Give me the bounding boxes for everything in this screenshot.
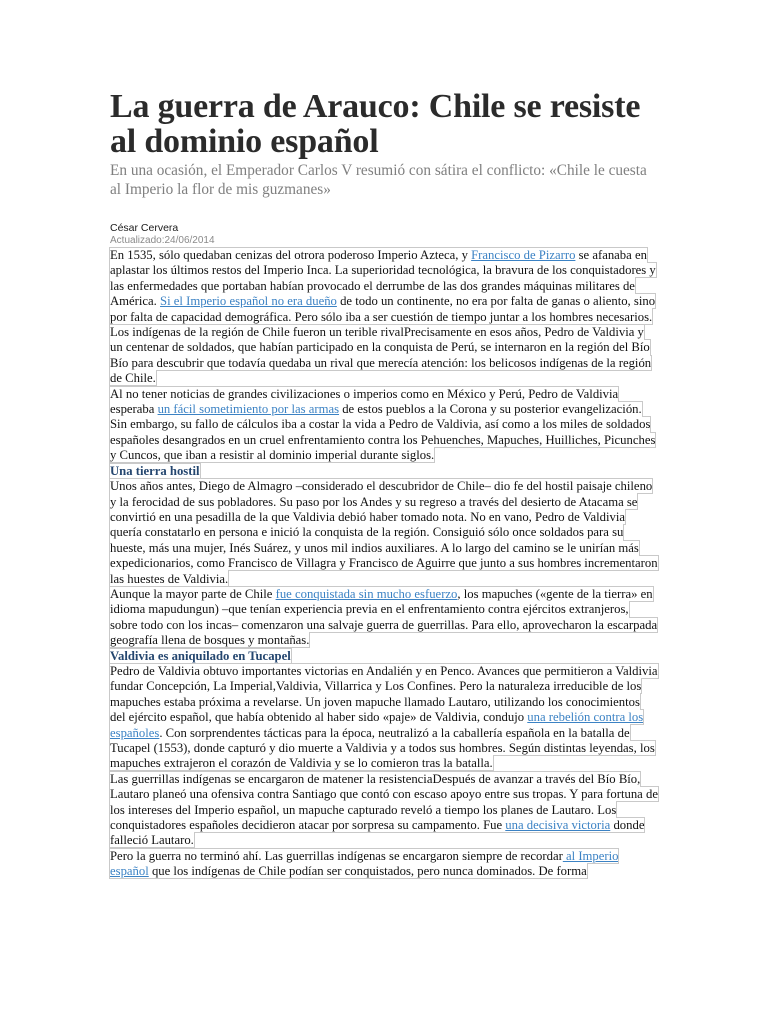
link-conquistada-sin-esfuerzo[interactable]: fue conquistada sin mucho esfuerzo [275, 586, 458, 601]
paragraph-text: que los indígenas de Chile podían ser conquistados, pero nunca dominados. De forma [148, 864, 587, 879]
paragraph-text: Aunque la mayor parte de Chile [110, 586, 276, 601]
paragraph-text: En 1535, sólo quedaban cenizas del otrora poderoso Imperio Azteca, y [110, 248, 472, 262]
link-imperio-espanol-dueno[interactable]: Si el Imperio español no era dueño [160, 294, 337, 309]
paragraph-text: . Con sorprendentes tácticas para la época, neutralizó a la caballería española en la batalla de Tucapel (1553), donde capturó y dio muerte a Valdivia y a todos sus hombres. Según distintas leyendas, los mapuches extrajeron el corazón de Valdivia y se lo comieron tras la batalla. [110, 725, 655, 771]
paragraph-3 [110, 387, 658, 464]
article-subtitle: En una ocasión, el Emperador Carlos V resumió con sátira el conflicto: «Chile le cuesta al Imperio la flor de mis guzmanes» [110, 162, 647, 198]
paragraph-text: donde falleció Lautaro. [110, 818, 645, 848]
paragraph-text: , los mapuches («gente de la tierra» en idioma mapudungun) –que tenían experiencia previa en el enfrentamiento contra ejércitos extranjeros, sobre todo con los incas– comenzaron una salvaje guerra de guerrillas. Para ello, aprovecharon la escarpada geografía llena de bosques y montañas. [110, 586, 658, 648]
section-heading-tierra-hostil [110, 464, 658, 479]
paragraph-text: Unos años antes, Diego de Almagro –considerado el descubridor de Chile– dio fe del hostil paisaje chileno y la ferocidad de sus pobladores. Su paso por los Andes y su regreso a través del desierto de Atacama se convirtió en una pesadilla de la que Valdivia debió haber tomado nota. No en vano, Pedro de Valdivia quería constatarlo en persona e inició la conquista de la región. Consiguió sólo once soldados para su hueste, más una mujer, Inés Suárez, y unos mil indios auxiliares. A lo largo del camino se le unirían más expedicionarios, como Francisco de Villagra y Francisco de Aguirre que junto a sus hombres incrementaron las huestes de Valdivia. [110, 479, 658, 586]
paragraph-text: de estos pueblos a la Corona y su posterior evangelización. Sin embargo, su fallo de cálculos iba a costar la vida a Pedro de Valdivia, así como a los miles de soldados españoles desangrados en un cruel enfrentamiento contra los Pehuenches, Mapuches, Huilliches, Picunches y Cuncos, que iban a resistir al dominio imperial durante siglos. [110, 402, 656, 463]
paragraph-2 [110, 325, 658, 387]
link-francisco-de-pizarro[interactable]: Francisco de Pizarro [471, 248, 576, 262]
paragraph-text: Al no tener noticias de grandes civilizaciones o imperios como en México y Perú, Pedro de Valdivia esperaba [110, 386, 619, 417]
link-al-imperio-espanol[interactable]: al Imperio español [110, 848, 619, 879]
paragraph-5 [110, 587, 658, 649]
article-title: La guerra de Arauco: Chile se resiste al dominio español [110, 88, 641, 160]
author-name: César Cervera [110, 222, 179, 234]
paragraph-text: Los indígenas de la región de Chile fueron un terible rivalPrecisamente en esos años, Pedro de Valdivia y un centenar de soldados, que habían participado en la conquista de Perú, se internaron en la región del Bío Bío para descubrir que todavía quedaba un rival que merecía atención: los belicosos indígenas de la región de Chile. [110, 325, 652, 386]
link-rebelion-contra-espanoles[interactable]: una rebelión contra los españoles [110, 710, 644, 740]
paragraph-6 [110, 664, 658, 772]
paragraph-4 [110, 479, 658, 587]
paragraph-text: Pedro de Valdivia obtuvo importantes victorias en Andalién y en Penco. Avances que permitieron a Valdivia fundar Concepción, La Imperial,Valdivia, Villarrica y Los Confines. Pero la naturaleza irreducible de los mapuches estaba próxima a revelarse. Un joven mapuche llamado Lautaro, utilizando los conocimientos del ejército español, que había obtenido al haber sido «paje» de Valdivia, condujo [110, 663, 658, 725]
updated-date: Actualizado:24/06/2014 [110, 235, 215, 246]
paragraph-1 [110, 248, 658, 325]
article-body [110, 248, 658, 880]
paragraph-text: se afanaba en aplastar los últimos restos del Imperio Inca. La superioridad tecnológica, la bravura de los conquistadores y las enfermedades que portaban habían provocado el derrumbe de las dos grandes máquinas militares de América. [110, 248, 656, 309]
paragraph-text: Pero la guerra no terminó ahí. Las guerrillas indígenas se encargaron siempre de recordar [110, 848, 563, 863]
section-heading-tucapel [110, 649, 658, 664]
section-heading-text: Valdivia es aniquilado en Tucapel [110, 648, 291, 663]
link-facil-sometimiento[interactable]: un fácil sometimiento por las armas [157, 402, 340, 417]
paragraph-8 [110, 849, 658, 880]
paragraph-text: Las guerrillas indígenas se encargaron de matener la resistenciaDespués de avanzar a través del Bío Bío, Lautaro planeó una ofensiva contra Santiago que contó con escaso apoyo entre sus tropas. Y para fortuna de los intereses del Imperio español, un mapuche capturado reveló a tiempo los planes de Lautaro. Los conquistadores españoles decidieron atacar por sorpresa su campamento. Fue [110, 771, 658, 833]
paragraph-text: de todo un continente, no era por falta de ganas o aliento, sino por falta de capacidad demográfica. Pero sólo iba a ser cuestión de tiempo juntar a los hombres necesarios. [110, 294, 656, 324]
section-heading-text: Una tierra hostil [110, 463, 200, 478]
paragraph-7 [110, 772, 658, 849]
link-decisiva-victoria[interactable]: una decisiva victoria [505, 818, 611, 833]
article [110, 0, 658, 880]
